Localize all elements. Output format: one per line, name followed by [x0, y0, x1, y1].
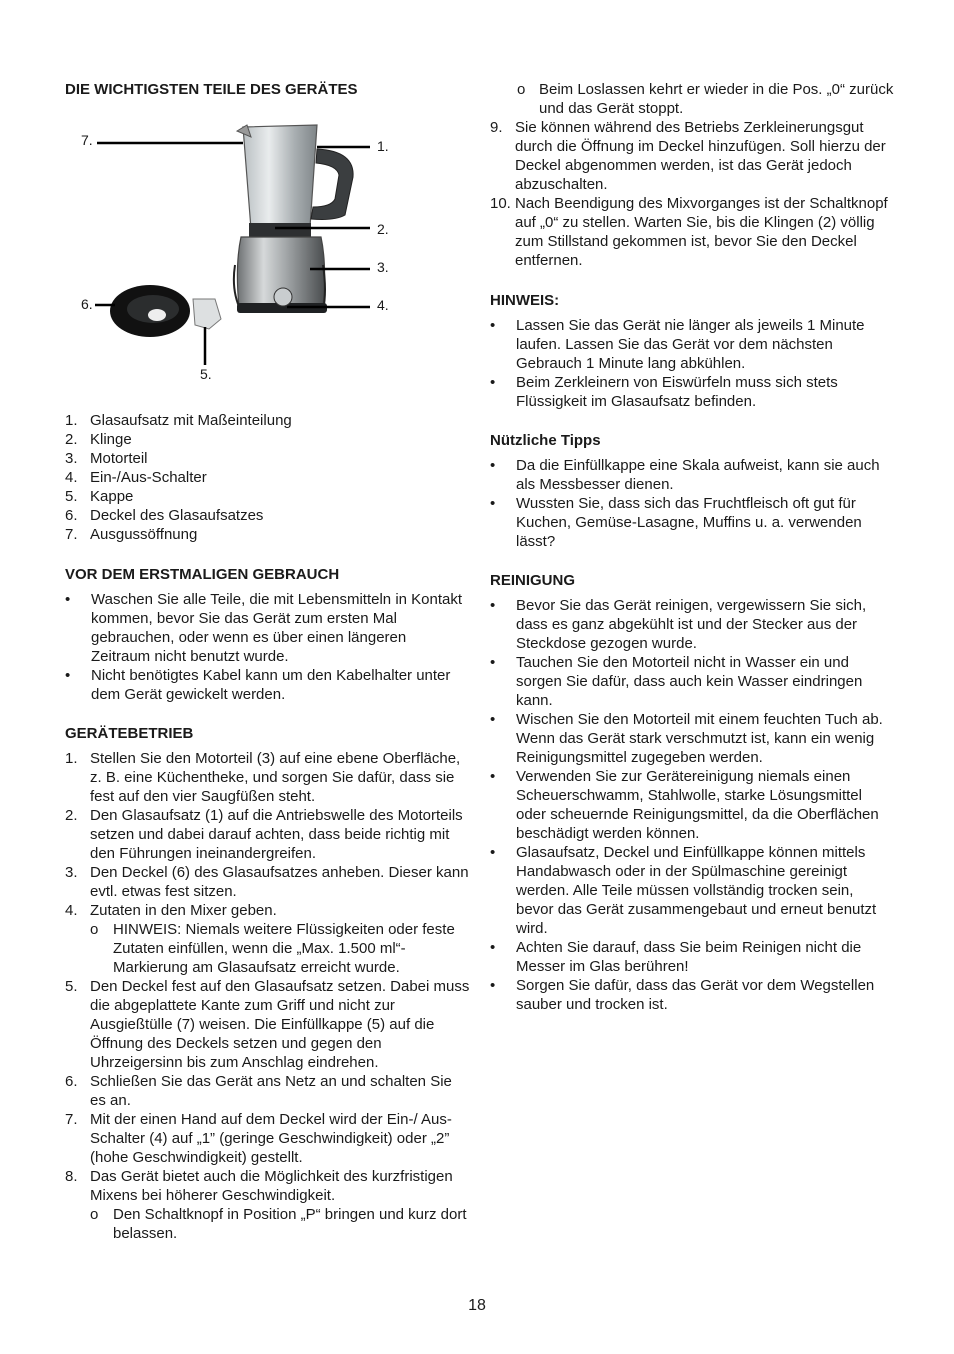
list-item: 6. Schließen Sie das Gerät ans Netz an und schalten Sie es an.	[65, 1073, 452, 1109]
tips-list	[490, 456, 895, 551]
list-item: 3. Motorteil	[65, 450, 148, 467]
list-item: 5. Kappe	[65, 488, 134, 505]
list-item: • Beim Zerkleinern von Eiswürfeln muss sich stets Flüssigkeit im Glasaufsatz befinden.	[490, 374, 838, 410]
list-item: 2. Den Glasaufsatz (1) auf die Antriebswelle des Motorteils setzen und dabei darauf achten, dass beide richtig mit den Führungen ineinandergreifen.	[65, 807, 463, 862]
first-use-heading: VOR DEM ERSTMALIGEN GEBRAUCH	[65, 566, 340, 583]
callout-1: 1.	[377, 138, 389, 154]
blender-figure	[65, 115, 425, 390]
callout-3: 3.	[377, 259, 389, 275]
list-item: 4. Ein-/Aus-Schalter	[65, 469, 207, 486]
tips-heading: Nützliche Tipps	[490, 432, 601, 449]
list-item: • Glasaufsatz, Deckel und Einfüllkappe können mittels Handabwasch oder in der Spülmaschine gereinigt werden. Alle Teile müssen vollständig trocken sein, bevor das Gerät zusammengebaut und erneut benutzt wird.	[490, 844, 877, 937]
list-item: • Lassen Sie das Gerät nie länger als jeweils 1 Minute laufen. Lassen Sie das Gerät vor dem nächsten Gebrauch 1 Minute lang abkühlen.	[490, 317, 865, 372]
list-item: 7. Mit der einen Hand auf dem Deckel wird der Ein-/ Aus-Schalter (4) auf „1” (geringe Geschwindigkeit) oder „2” (hohe Geschwindigkeit) gestellt.	[65, 1111, 452, 1166]
callout-2: 2.	[377, 221, 389, 237]
list-item: • Wussten Sie, dass sich das Fruchtfleisch oft gut für Kuchen, Gemüse-Lasagne, Muffins u. a. verwenden lässt?	[490, 495, 862, 550]
list-subitem: o HINWEIS: Niemals weitere Flüssigkeiten oder feste Zutaten einfüllen, wenn die „Max. 1.500 ml“-Markierung am Glasaufsatz erreicht wurde.	[90, 921, 455, 976]
first-use-list	[65, 590, 465, 704]
list-item: • Achten Sie darauf, dass Sie beim Reinigen nicht die Messer im Glas berühren!	[490, 939, 862, 975]
list-item: 8. Das Gerät bietet auch die Möglichkeit des kurzfristigen Mixens bei höherer Geschwindigkeit.	[65, 1168, 453, 1204]
callout-4: 4.	[377, 297, 389, 313]
list-item: • Wischen Sie den Motorteil mit einem feuchten Tuch ab. Wenn das Gerät stark verschmutzt ist, kann ein wenig Reinigungsmittel zugegeben werden.	[490, 711, 883, 766]
list-item: • Sorgen Sie dafür, dass das Gerät vor dem Wegstellen sauber und trocken ist.	[490, 977, 875, 1013]
list-item: • Da die Einfüllkappe eine Skala aufweist, kann sie auch als Messbesser dienen.	[490, 457, 880, 493]
list-item: 10. Nach Beendigung des Mixvorganges ist der Schaltknopf auf „0“ zu stellen. Warten Sie, bis die Klingen (2) völlig zum Stillstand gekommen ist, bevor Sie den Deckel entfernen.	[490, 195, 888, 269]
list-item: 7. Ausgussöffnung	[65, 526, 198, 543]
list-item: 1. Glasaufsatz mit Maßeinteilung	[65, 412, 292, 429]
list-subitem: o Beim Loslassen kehrt er wieder in die Pos. „0“ zurück und das Gerät stoppt.	[517, 81, 894, 117]
list-item: • Verwenden Sie zur Gerätereinigung niemals einen Scheuerschwamm, Stahlwolle, starke Lösungsmittel oder scheuernde Reinigungsmittel, da die Oberflächen beschädigt werden können.	[490, 768, 879, 842]
callout-7: 7.	[81, 132, 93, 148]
note-heading: HINWEIS:	[490, 292, 560, 309]
list-item: 4. Zutaten in den Mixer geben.	[65, 902, 277, 919]
list-item: 3. Den Deckel (6) des Glasaufsatzes anheben. Dieser kann evtl. etwas fest sitzen.	[65, 864, 469, 900]
operation-heading: GERÄTEBETRIEB	[65, 725, 194, 742]
cleaning-heading: REINIGUNG	[490, 572, 576, 589]
list-item: 5. Den Deckel fest auf den Glasaufsatz setzen. Dabei muss die abgeplattete Kante zum Griff und nicht zur Ausgießtülle (7) weisen. Die Einfüllkappe (5) auf die Öffnung des Deckels setzen und gegen den Uhrzeigersinn bis zum Anschlag eindrehen.	[65, 978, 470, 1071]
blender-illustration	[65, 115, 425, 390]
list-item: • Nicht benötigtes Kabel kann um den Kabelhalter unter dem Gerät gewickelt werden.	[65, 667, 451, 703]
note-list	[490, 316, 895, 411]
page-number: 18	[468, 1297, 486, 1314]
list-item: 6. Deckel des Glasaufsatzes	[65, 507, 264, 524]
list-item: 1. Stellen Sie den Motorteil (3) auf eine ebene Oberfläche, z. B. eine Küchentheke, und sorgen Sie dafür, dass sie fest auf den vier Saugfüßen steht.	[65, 750, 461, 805]
list-item: • Bevor Sie das Gerät reinigen, vergewissern Sie sich, dass es ganz abgekühlt ist und der Stecker aus der Steckdose gezogen wurde.	[490, 597, 867, 652]
parts-list	[65, 411, 465, 544]
cleaning-list	[490, 596, 895, 1014]
list-item: • Waschen Sie alle Teile, die mit Lebensmitteln in Kontakt kommen, bevor Sie das Gerät zum ersten Mal gebrauchen, oder wenn es über einen längeren Zeitraum nicht benutzt wurde.	[65, 591, 463, 665]
callout-5: 5.	[200, 366, 212, 382]
callout-6: 6.	[81, 296, 93, 312]
list-item: 9. Sie können während des Betriebs Zerkleinerungsgut durch die Öffnung im Deckel hinzufügen. Soll hierzu der Deckel abgenommen werden, ist das Gerät jedoch abzuschalten.	[490, 119, 886, 193]
list-item: • Tauchen Sie den Motorteil nicht in Wasser ein und sorgen Sie dafür, dass auch kein Wasser eindringen kann.	[490, 654, 863, 709]
operation-continued-sub	[490, 80, 895, 118]
operation-list-continued	[490, 118, 895, 270]
list-subitem: o Den Schaltknopf in Position „P“ bringen und kurz dort belassen.	[90, 1206, 467, 1242]
operation-list	[65, 749, 470, 1243]
list-item: 2. Klinge	[65, 431, 132, 448]
parts-heading: DIE WICHTIGSTEN TEILE DES GERÄTES	[65, 81, 358, 98]
